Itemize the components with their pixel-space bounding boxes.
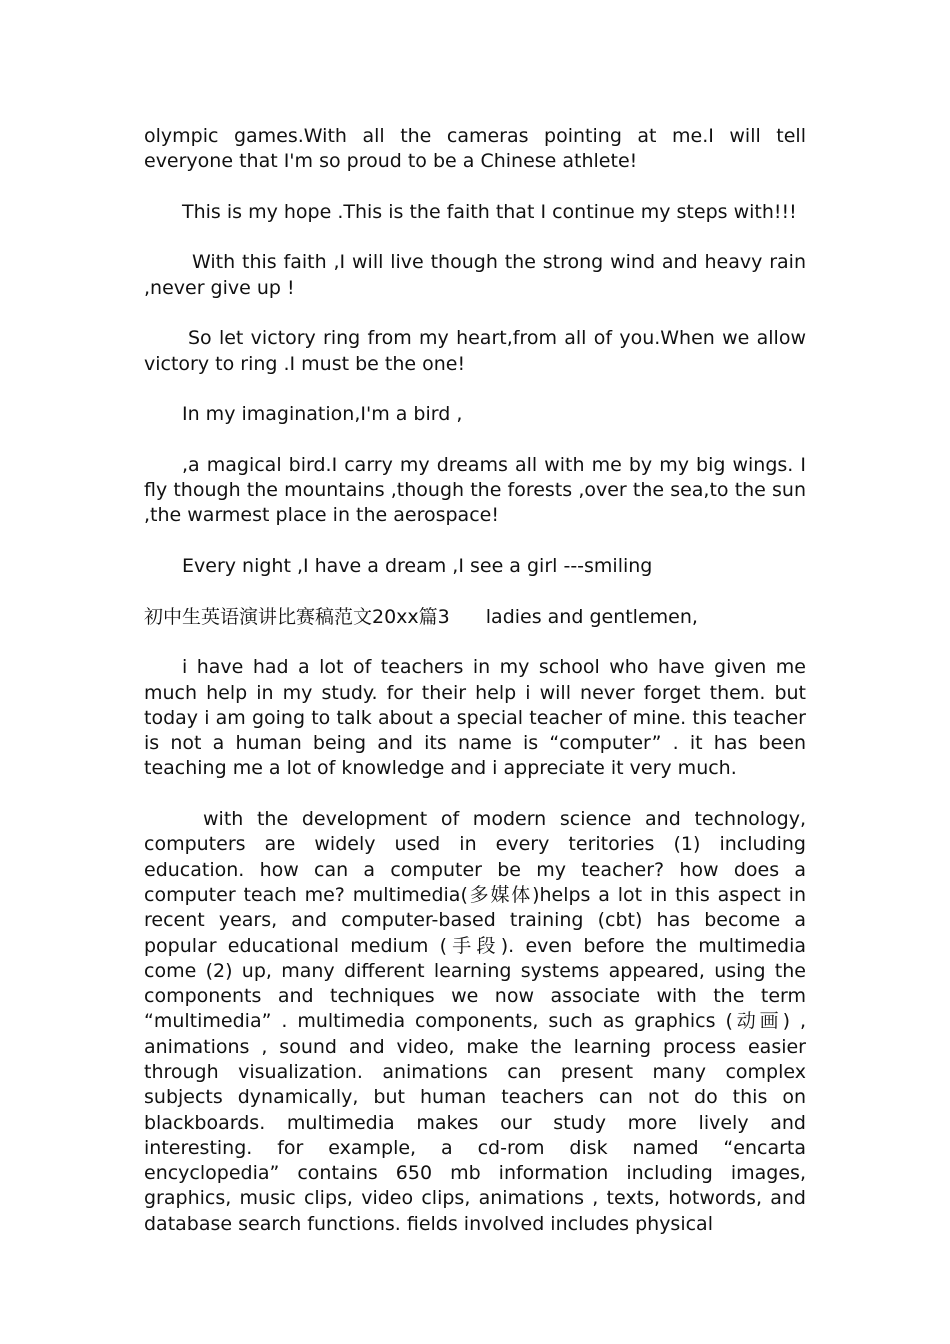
paragraph-faith: With this faith ,I will live though the strong wind and heavy rain ,never give up ! bbox=[144, 251, 806, 299]
paragraph-olympic: olympic games.With all the cameras pointing at me.I will tell everyone that I'm so proud to be a Chinese athlete! bbox=[144, 125, 806, 173]
salutation: ladies and gentlemen, bbox=[485, 605, 698, 628]
document-page bbox=[144, 124, 806, 1262]
paragraph-dream: Every night ,I have a dream ,I see a girl ---smiling bbox=[182, 555, 653, 578]
paragraph-multimedia: with the development of modern science and technology, computers are widely used in every teritories (1) including education. how can a computer be my teacher? how does a computer teach me? multimedia(多媒体)helps a lot in this aspect in recent years, and computer-based training (cbt) has become a popular educational medium (手段). even before the multimedia come (2) up, many different learning systems appeared, using the components and techniques we now associate with the term “multimedia” . multimedia components, such as graphics (动画) , animations , sound and video, make the learning process easier through visualization. animations can present many complex subjects dynamically, but human teachers can not do this on blackboards. multimedia makes our study more lively and interesting. for example, a cd-rom disk named “encarta encyclopedia” contains 650 mb information including images, graphics, music clips, video clips, animations , texts, hotwords, and database search functions. fields involved includes physical bbox=[144, 808, 806, 1235]
paragraph-teachers: i have had a lot of teachers in my school who have given me much help in my study. for their help i will never forget them. but today i am going to talk about a special teacher of mine. this teacher is not a human being and its name is “computer” . it has been teaching me a lot of knowledge and i appreciate it very much. bbox=[144, 656, 806, 780]
paragraph-victory: So let victory ring from my heart,from all of you.When we allow victory to ring .I must be the one! bbox=[144, 327, 806, 375]
section-heading-line bbox=[144, 605, 806, 630]
paragraph-magical-bird: ,a magical bird.I carry my dreams all with me by my big wings. I fly though the mountains ,though the forests ,over the sea,to the sun ,the warmest place in the aerospace! bbox=[144, 453, 806, 527]
section-heading: 初中生英语演讲比赛稿范文20xx篇3 bbox=[144, 605, 450, 628]
paragraph-hope: This is my hope .This is the faith that I continue my steps with!!! bbox=[182, 200, 797, 223]
paragraph-imagination: In my imagination,I'm a bird , bbox=[182, 403, 463, 426]
